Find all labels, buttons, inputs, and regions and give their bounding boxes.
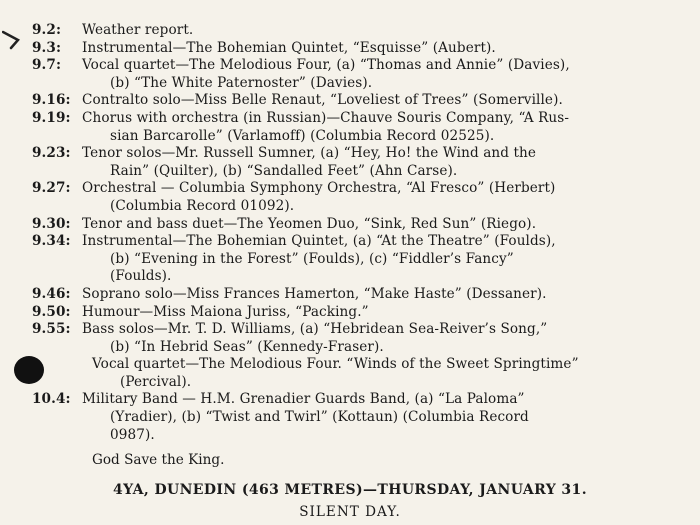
- description-line: (Percival).: [120, 373, 192, 390]
- silent-day-notice: SILENT DAY.: [299, 503, 401, 520]
- entry-time: 9.27:: [32, 180, 71, 197]
- programme-entry: [10, 180, 690, 215]
- entry-description: [72, 216, 690, 234]
- station-heading: 4YA, DUNEDIN (463 METRES)—THURSDAY, JANUARY 31.: [113, 481, 587, 498]
- description-line: (Columbia Record 01092).: [110, 197, 295, 214]
- description-line: Contralto solo—Miss Belle Renaut, “Loveliest of Trees” (Somerville).: [82, 92, 563, 109]
- programme-entry: [10, 216, 690, 234]
- programme-entry: [10, 40, 690, 58]
- entry-description: [72, 110, 690, 145]
- description-line: (Yradier), (b) “Twist and Twirl” (Kottaun) (Columbia Record: [110, 409, 529, 426]
- entry-time: 9.50:: [32, 303, 71, 320]
- description-line: 0987).: [110, 426, 155, 443]
- entry-time: 10.4:: [32, 391, 71, 408]
- entry-description: [72, 321, 690, 356]
- entry-description: [72, 233, 690, 286]
- description-line: (Foulds).: [110, 268, 172, 285]
- entry-description: [72, 92, 690, 110]
- description-line: Rain” (Quilter), (b) “Sandalled Feet” (Ahn Carse).: [110, 162, 458, 179]
- description-line: Tenor solos—Mr. Russell Sumner, (a) “Hey, Ho! the Wind and the: [82, 145, 537, 162]
- description-line: Orchestral — Columbia Symphony Orchestra, “Al Fresco” (Herbert): [82, 180, 556, 197]
- description-line: Tenor and bass duet—The Yeomen Duo, “Sink, Red Sun” (Riego).: [82, 215, 537, 232]
- programme-entry: [10, 233, 690, 286]
- programme-entry: [10, 22, 690, 40]
- closing-line: God Save the King.: [92, 452, 225, 469]
- programme-entry: [10, 304, 690, 322]
- programme-listing: [10, 22, 690, 520]
- entry-time: 9.23:: [32, 145, 71, 162]
- description-line: Humour—Miss Maiona Juriss, “Packing.”: [82, 303, 369, 320]
- description-line: Vocal quartet—The Melodious Four. “Winds of the Sweet Springtime”: [92, 356, 579, 373]
- entry-description: [72, 145, 690, 180]
- description-line: Military Band — H.M. Grenadier Guards Band, (a) “La Paloma”: [82, 391, 525, 408]
- entry-description: [72, 22, 690, 40]
- entry-time: 9.16:: [32, 92, 71, 109]
- description-line: Soprano solo—Miss Frances Hamerton, “Make Haste” (Dessaner).: [82, 285, 547, 302]
- entry-time: 9.3:: [32, 39, 62, 56]
- entry-description: [72, 286, 690, 304]
- description-line: sian Barcarolle” (Varlamoff) (Columbia Record 02525).: [110, 127, 495, 144]
- entry-description: [92, 356, 690, 391]
- description-line: Weather report.: [82, 22, 194, 38]
- programme-entry: [10, 356, 690, 391]
- entry-time: 9.34:: [32, 233, 71, 250]
- entry-time: 9.30:: [32, 215, 71, 232]
- description-line: (b) “Evening in the Forest” (Foulds), (c) “Fiddler’s Fancy”: [110, 250, 514, 267]
- programme-entry: [10, 286, 690, 304]
- description-line: Vocal quartet—The Melodious Four, (a) “Thomas and Annie” (Davies),: [82, 57, 570, 74]
- description-line: (b) “The White Paternoster” (Davies).: [110, 74, 373, 91]
- programme-entry: [10, 391, 690, 444]
- description-line: Instrumental—The Bohemian Quintet, (a) “At the Theatre” (Foulds),: [82, 233, 556, 250]
- entry-description: [72, 57, 690, 92]
- entry-description: [72, 40, 690, 58]
- entry-time: 9.19:: [32, 109, 71, 126]
- programme-entry: [10, 145, 690, 180]
- description-line: Chorus with orchestra (in Russian)—Chauve Souris Company, “A Rus-: [82, 109, 570, 126]
- entry-description: [72, 391, 690, 444]
- entry-description: [72, 180, 690, 215]
- entry-description: [72, 304, 690, 322]
- programme-entry: [10, 110, 690, 145]
- entry-time: 9.46:: [32, 285, 71, 302]
- programme-entry: [10, 57, 690, 92]
- description-line: Instrumental—The Bohemian Quintet, “Esquisse” (Aubert).: [82, 39, 496, 56]
- programme-entry: [10, 321, 690, 356]
- entry-time: 9.7:: [32, 57, 62, 74]
- description-line: (b) “In Hebrid Seas” (Kennedy-Fraser).: [110, 338, 384, 355]
- programme-entry: [10, 92, 690, 110]
- description-line: Bass solos—Mr. T. D. Williams, (a) “Hebridean Sea-Reiver’s Song,”: [82, 321, 548, 338]
- entry-time: 9.2:: [32, 22, 62, 38]
- entry-time: 9.55:: [32, 321, 71, 338]
